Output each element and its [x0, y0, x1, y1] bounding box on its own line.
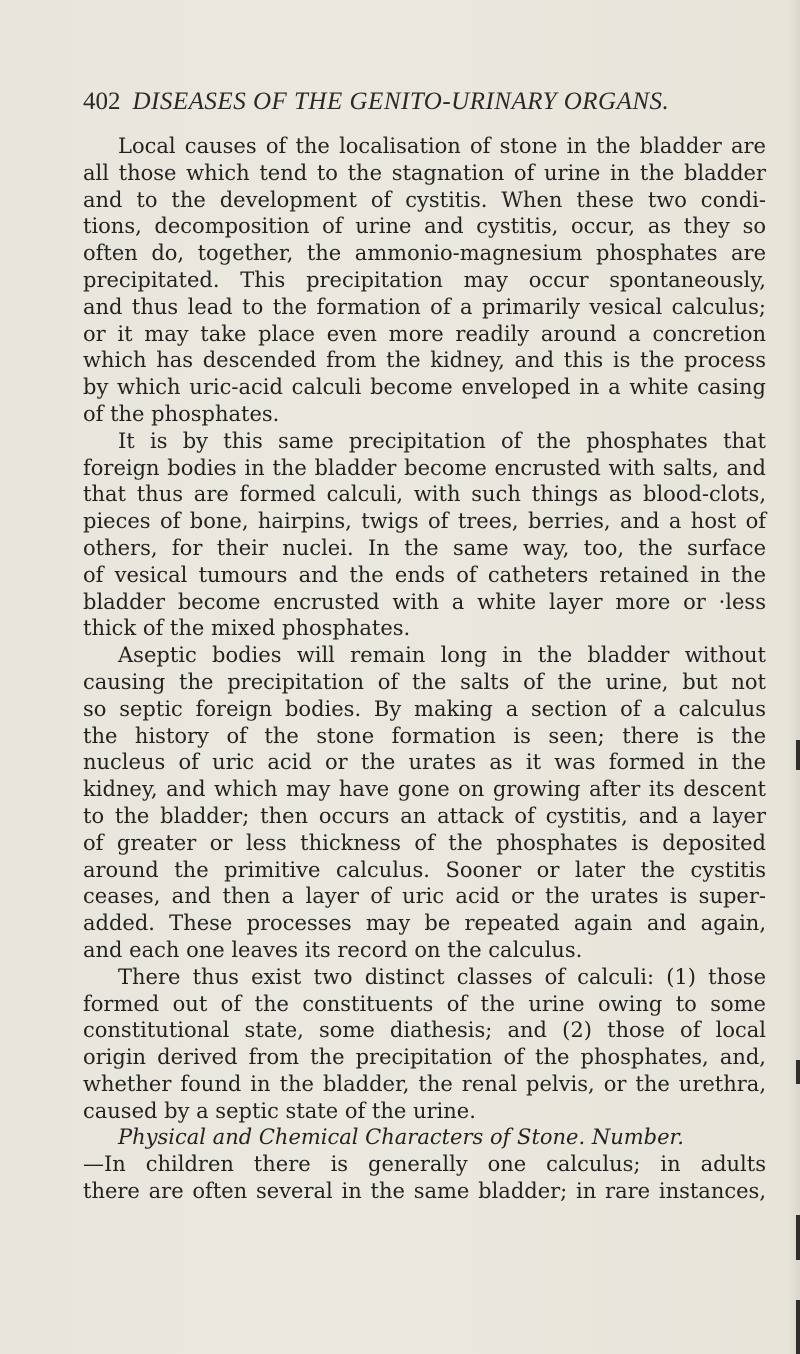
- body-text: [83, 133, 766, 1205]
- text-line: precipitated. This precipitation may occur spontaneously,: [83, 267, 766, 292]
- text-line: and thus lead to the formation of a primarily vesical calculus;: [83, 294, 766, 319]
- text-line: all those which tend to the stagnation of urine in the bladder: [83, 160, 766, 185]
- text-line: and each one leaves its record on the calculus.: [83, 937, 583, 962]
- text-line: others, for their nuclei. In the same way, too, the surface: [83, 535, 766, 560]
- text-line: pieces of bone, hairpins, twigs of trees, berries, and a host of: [83, 509, 766, 534]
- text-line: constitutional state, some diathesis; and (2) those of local: [83, 1018, 766, 1043]
- text-line: that thus are formed calculi, with such things as blood-clots,: [83, 482, 766, 507]
- text-line: there are often several in the same bladder; in rare instances,: [83, 1179, 766, 1204]
- section-heading-line: [83, 1124, 766, 1151]
- text-line: the history of the stone formation is seen; there is the: [83, 723, 766, 748]
- text-line: nucleus of uric acid or the urates as it was formed in the: [83, 750, 766, 775]
- text-line: It is by this same precipitation of the phosphates that: [118, 428, 766, 453]
- text-line: bladder become encrusted with a white layer more or ·less: [83, 589, 766, 614]
- text-line: so septic foreign bodies. By making a section of a calculus: [83, 696, 766, 721]
- page-edge-mark: [796, 1215, 800, 1260]
- page-edge-mark: [796, 1060, 800, 1084]
- text-line: of the phosphates.: [83, 401, 280, 426]
- text-line: tions, decomposition of urine and cystitis, occur, as they so: [83, 214, 766, 239]
- text-line: thick of the mixed phosphates.: [83, 616, 411, 641]
- page-edge-shadow: [788, 0, 800, 1354]
- text-line: or it may take place even more readily around a concretion: [83, 321, 766, 346]
- text-line: caused by a septic state of the urine.: [83, 1098, 476, 1123]
- text-line: which has descended from the kidney, and this is the process: [83, 348, 766, 373]
- text-line: kidney, and which may have gone on growing after its descent: [83, 777, 766, 802]
- text-line: of vesical tumours and the ends of catheters retained in the: [83, 562, 766, 587]
- page-number: 402: [83, 88, 121, 115]
- text-line: to the bladder; then occurs an attack of cystitis, and a layer: [83, 803, 766, 828]
- text-line: often do, together, the ammonio-magnesium phosphates are: [83, 241, 766, 266]
- text-line: ceases, and then a layer of uric acid or the urates is super-: [83, 884, 766, 909]
- text-line: whether found in the bladder, the renal pelvis, or the urethra,: [83, 1071, 766, 1096]
- text-line: of greater or less thickness of the phosphates is deposited: [83, 830, 766, 855]
- section-heading: Physical and Chemical Characters of Stone. Number.: [118, 1125, 684, 1150]
- text-line: by which uric-acid calculi become enveloped in a white casing: [83, 375, 766, 400]
- text-line: foreign bodies in the bladder become encrusted with salts, and: [83, 455, 766, 480]
- page-edge-mark: [796, 740, 800, 770]
- page-edge-mark: [796, 1300, 800, 1354]
- running-head: [83, 88, 763, 124]
- text-line: There thus exist two distinct classes of calculi: (1) those: [118, 964, 766, 989]
- text-line: Aseptic bodies will remain long in the bladder without: [118, 643, 766, 668]
- text-line: added. These processes may be repeated again and again,: [83, 911, 766, 936]
- text-line: formed out of the constituents of the urine owing to some: [83, 991, 766, 1016]
- text-line: origin derived from the precipitation of the phosphates, and,: [83, 1045, 766, 1070]
- running-head-title: DISEASES OF THE GENITO-URINARY ORGANS.: [132, 88, 670, 115]
- text-line: causing the precipitation of the salts of the urine, but not: [83, 669, 766, 694]
- text-line: and to the development of cystitis. When these two condi-: [83, 187, 766, 212]
- text-line: Local causes of the localisation of stone in the bladder are: [118, 134, 766, 158]
- text-line: around the primitive calculus. Sooner or later the cystitis: [83, 857, 766, 882]
- text-line: —In children there is generally one calculus; in adults: [83, 1152, 766, 1177]
